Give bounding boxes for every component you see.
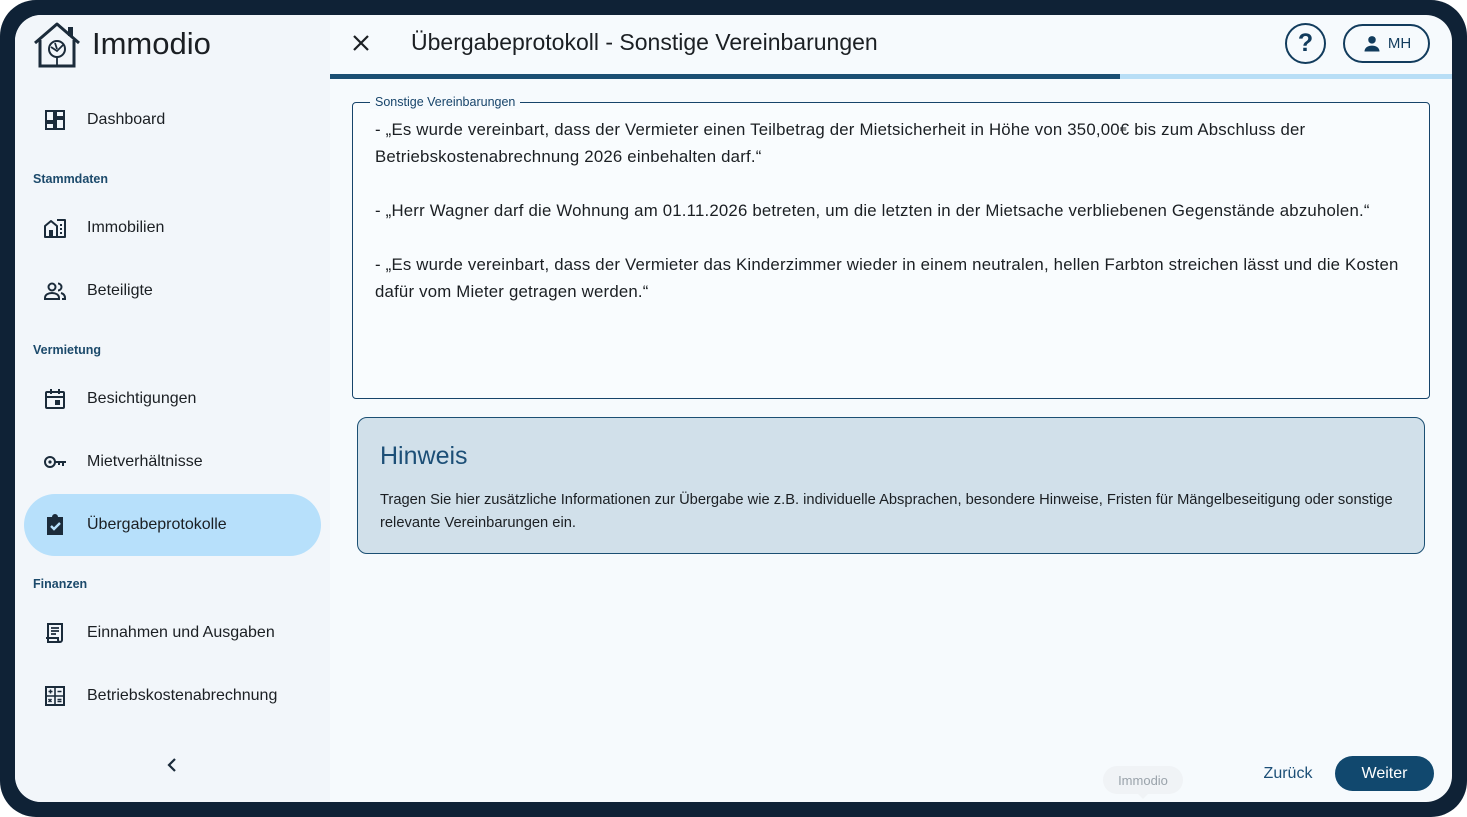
- next-button[interactable]: Weiter: [1335, 756, 1434, 791]
- agreement-paragraph: - „Herr Wagner darf die Wohnung am 01.11.2026 betreten, um die letzten in der Mietsache verbliebenen Gegenstände abzuholen.“: [375, 201, 1370, 220]
- sidebar-item-uebergabeprotokolle[interactable]: [24, 494, 321, 556]
- calculator-icon: [43, 684, 67, 708]
- user-initials: MH: [1387, 35, 1412, 52]
- progress-fill: [330, 74, 1120, 79]
- sidebar: [15, 15, 330, 802]
- section-title-vermietung: Vermietung: [33, 343, 102, 357]
- app-screen: [15, 15, 1452, 802]
- section-title-finanzen: Finanzen: [33, 577, 88, 591]
- sidebar-item-label: Dashboard: [87, 111, 166, 128]
- sidebar-item-betriebskosten[interactable]: [24, 665, 321, 727]
- dashboard-icon: [43, 108, 67, 132]
- calendar-icon: [43, 387, 67, 411]
- tooltip-tail: [1137, 793, 1149, 799]
- app-name: Immodio: [92, 26, 211, 61]
- key-icon: [43, 450, 67, 474]
- house-logo-icon: [31, 19, 83, 71]
- page-title: Übergabeprotokoll - Sonstige Vereinbarungen: [411, 29, 878, 55]
- sidebar-item-label: Einnahmen und Ausgaben: [87, 624, 275, 641]
- agreement-paragraph: - „Es wurde vereinbart, dass der Vermieter das Kinderzimmer wieder in einem neutralen, hellen Farbton streichen lässt und die Kosten dafür vom Mieter getragen werden.“: [375, 255, 1399, 301]
- tooltip: Immodio: [1103, 766, 1183, 794]
- user-menu-button[interactable]: [1343, 24, 1430, 63]
- building-icon: [43, 216, 67, 240]
- agreements-text[interactable]: [375, 116, 1415, 332]
- sidebar-item-label: Mietverhältnisse: [87, 453, 203, 470]
- chevron-left-icon[interactable]: [160, 753, 184, 777]
- agreements-field-label: Sonstige Vereinbarungen: [370, 95, 520, 109]
- sidebar-item-einnahmen[interactable]: [24, 602, 321, 664]
- sidebar-item-dashboard[interactable]: [24, 89, 321, 151]
- agreement-paragraph: - „Es wurde vereinbart, dass der Vermieter einen Teilbetrag der Mietsicherheit in Höhe von 350,00€ bis zum Abschluss der Betriebskostenabrechnung 2026 einbehalten darf.“: [375, 120, 1306, 166]
- sidebar-item-label: Besichtigungen: [87, 390, 197, 407]
- people-icon: [43, 279, 67, 303]
- progress-bar: [330, 74, 1452, 79]
- sidebar-item-immobilien[interactable]: [24, 197, 321, 259]
- receipt-icon: [43, 621, 67, 645]
- section-title-stammdaten: Stammdaten: [33, 172, 109, 186]
- back-button[interactable]: Zurück: [1263, 765, 1313, 782]
- hint-title: Hinweis: [380, 442, 468, 470]
- sidebar-item-mietverhaeltnisse[interactable]: [24, 431, 321, 493]
- sidebar-item-label: Immobilien: [87, 219, 165, 236]
- sidebar-item-label: Beteiligte: [87, 282, 153, 299]
- sidebar-item-label: Betriebskostenabrechnung: [87, 687, 278, 704]
- close-icon[interactable]: [349, 31, 373, 55]
- hint-box: [357, 417, 1425, 554]
- sidebar-item-beteiligte[interactable]: [24, 260, 321, 322]
- hint-text: Tragen Sie hier zusätzliche Informationen zur Übergabe wie z.B. individuelle Absprachen, besondere Hinweise, Fristen für Mängelbeseitigung oder sonstige relevante Vereinbarungen ein.: [380, 492, 1393, 531]
- person-icon: [1362, 34, 1382, 54]
- sidebar-item-label: Übergabeprotokolle: [87, 516, 227, 533]
- help-button[interactable]: [1285, 23, 1326, 64]
- sidebar-item-besichtigungen[interactable]: [24, 368, 321, 430]
- help-icon: ?: [1297, 29, 1314, 57]
- clipboard-check-icon: [43, 513, 67, 537]
